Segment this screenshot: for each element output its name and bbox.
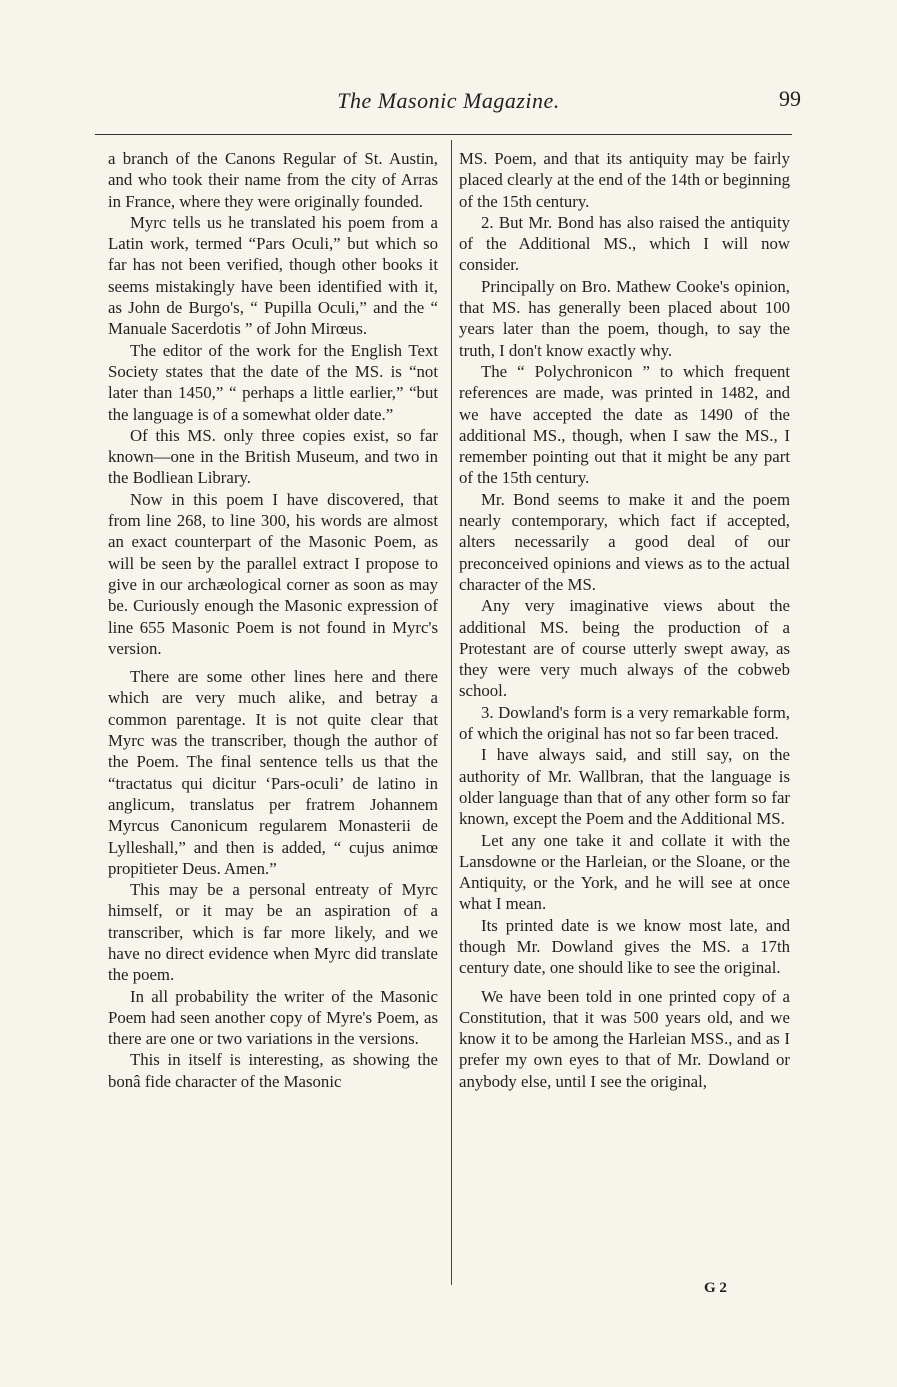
paragraph: Now in this poem I have discovered, that from line 268, to line 300, his words are almost an exact counterpart of the Masonic Poem, as will be seen by the parallel extract I propose to give in our archæological corner as soon as may be. Curiously enough the Masonic expression of line 655 Masonic Poem is not found in Myrc's version. — [108, 489, 438, 658]
paragraph: This may be a personal entreaty of Myrc himself, or it may be an aspiration of a transcriber, which is far more likely, and we have no direct evidence when Myrc did translate the poem. — [108, 880, 438, 985]
signature-mark: G 2 — [704, 1280, 727, 1296]
paragraph: I have always said, and still say, on the authority of Mr. Wallbran, that the language is older language than that of any other form so far known, except the Poem and the Additional MS. — [459, 745, 790, 829]
header-rule — [95, 134, 792, 135]
paragraph: Its printed date is we know most late, and though Mr. Dowland gives the MS. a 17th century date, one should like to see the original. — [459, 915, 790, 978]
paragraph: 3. Dowland's form is a very remarkable form, of which the original has not so far been traced. — [459, 702, 790, 744]
paragraph: There are some other lines here and there which are very much alike, and betray a common parentage. It is not quite clear that Myrc was the transcriber, though the author of the Poem. The final sentence tells us that the “tractatus qui dicitur ‘Pars-oculi’ de latino in anglicum, translatus per fratrem Johannem Myrcus Canonicum regularem Monasterii de Lylleshall,” and then is added, “ cujus animœ propitieter Deus. Amen.” — [108, 667, 438, 878]
paragraph: Any very imaginative views about the additional MS. being the production of a Protestant are of course utterly swept away, as they were very much always of the cobweb school. — [459, 596, 790, 701]
column-divider — [451, 140, 452, 1285]
paragraph: MS. Poem, and that its antiquity may be fairly placed clearly at the end of the 14th or beginning of the 15th century. — [459, 149, 790, 211]
paragraph: Principally on Bro. Mathew Cooke's opinion, that MS. has generally been placed about 100 years later than the poem, though, to say the truth, I don't know exactly why. — [459, 276, 790, 360]
paragraph: Mr. Bond seems to make it and the poem nearly contemporary, which fact if accepted, alters necessarily a good deal of our preconceived opinions and views as to the actual character of the MS. — [459, 489, 790, 594]
page-number: 99 — [779, 86, 801, 111]
paragraph: The “ Polychronicon ” to which frequent references are made, was printed in 1482, and we have accepted the date as 1490 of the additional MS., though, when I saw the MS., I remember pointing out that it might be any part of the 15th century. — [459, 361, 790, 488]
paragraph: 2. But Mr. Bond has also raised the antiquity of the Additional MS., which I will now consider. — [459, 212, 790, 275]
right-column — [459, 148, 790, 1092]
left-column — [108, 148, 438, 1092]
paragraph: This in itself is interesting, as showing the bonâ fide character of the Masonic — [108, 1050, 438, 1091]
paragraph: a branch of the Canons Regular of St. Austin, and who took their name from the city of Arras in France, where they were originally founded. — [108, 149, 438, 211]
page-title: The Masonic Magazine. — [337, 88, 560, 113]
paragraph: Of this MS. only three copies exist, so far known—one in the British Museum, and two in the Bodliean Library. — [108, 425, 438, 488]
paragraph: The editor of the work for the English Text Society states that the date of the MS. is “not later than 1450,” “ perhaps a little earlier,” “but the language is of a somewhat older date.” — [108, 340, 438, 424]
paragraph: We have been told in one printed copy of a Constitution, that it was 500 years old, and we know it to be among the Harleian MSS., and as I prefer my own eyes to that of Mr. Dowland or anybody else, until I see the original, — [459, 986, 790, 1091]
paragraph: In all probability the writer of the Masonic Poem had seen another copy of Myre's Poem, as there are one or two variations in the versions. — [108, 986, 438, 1049]
paragraph: Let any one take it and collate it with the Lansdowne or the Harleian, or the Sloane, or the Antiquity, or the York, and he will see at once what I mean. — [459, 830, 790, 914]
paragraph: Myrc tells us he translated his poem from a Latin work, termed “Pars Oculi,” but which so far has not been verified, though other books it seems mistakingly have been identified with it, as John de Burgo's, “ Pupilla Oculi,” and the “ Manuale Sacerdotis ” of John Mirœus. — [108, 212, 438, 339]
